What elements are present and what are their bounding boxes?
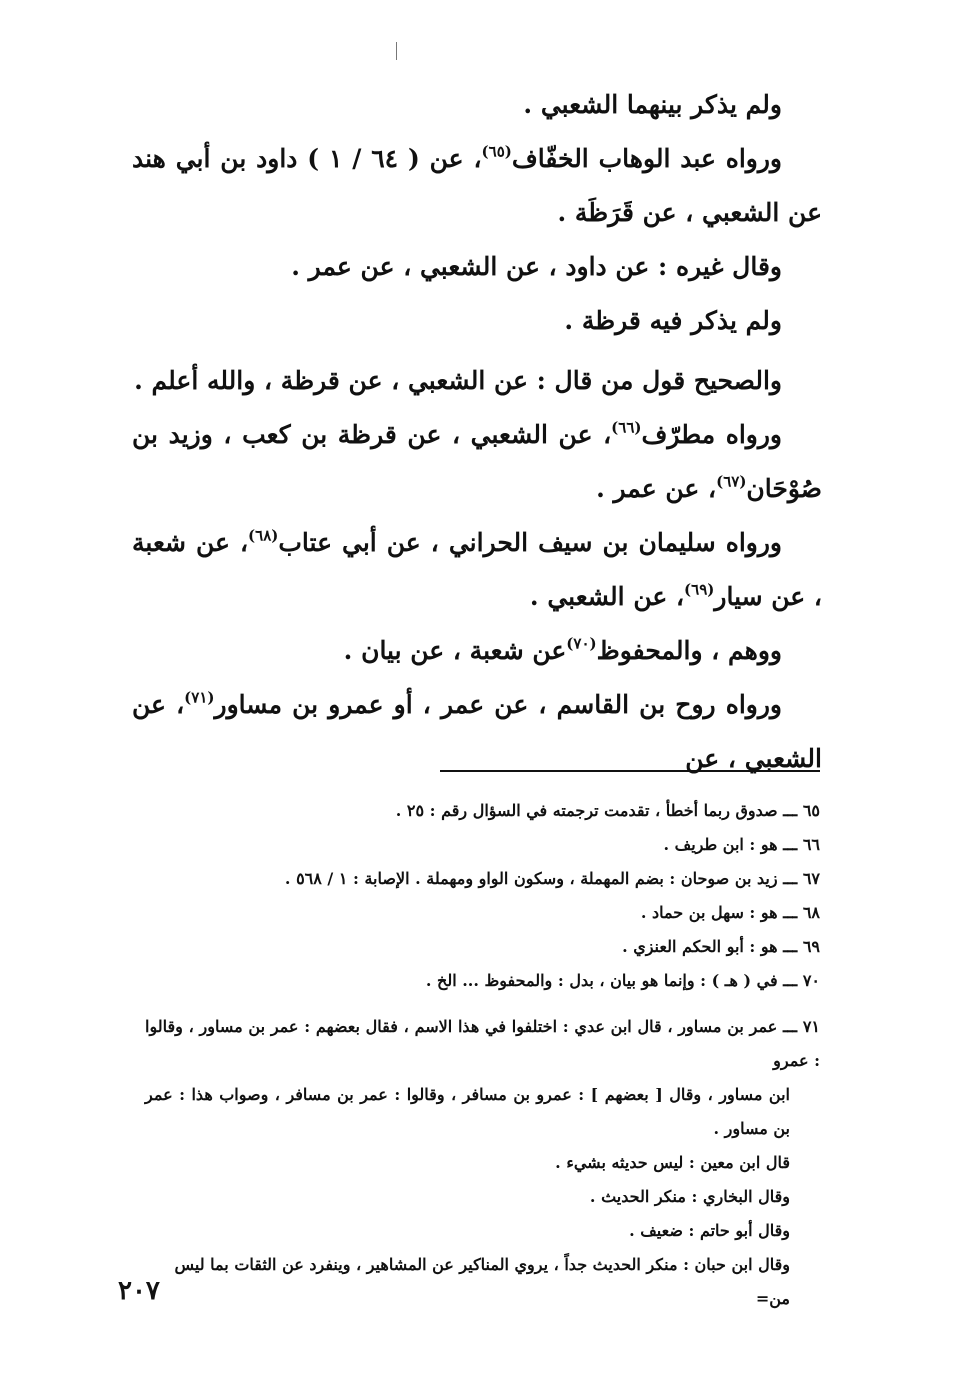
paragraph-6 [132,408,822,516]
scan-speck [396,42,397,60]
main-text [132,78,822,786]
paragraph-1: ولم يذكر بينهما الشعبي . [523,90,782,119]
footnote-71-ibn-hibban: وقال ابن حبان : منكر الحديث جداً ، يروي المناكير عن المشاهير ، وينفرد عن الثقات بما ليس من= [174,1255,790,1308]
footnote-71-abu-hatim: وقال أبو حاتم : ضعيف . [629,1221,790,1240]
paragraph-6-text: ورواه مطرّف [641,420,782,449]
footnote-ref-68[interactable]: (٦٨) [248,526,279,545]
footnote-71 [145,1010,820,1316]
footnote-ref-71[interactable]: (٧١) [184,688,215,707]
footnote-65: ٦٥ ـــ صدوق ربما أخطأ ، تقدمت ترجمته في السؤال رقم : ٢٥ . [395,801,820,820]
footnote-ref-65[interactable]: (٦٥) [481,142,512,161]
paragraph-7-text-mid: ، عن شعبة ، عن سيار [132,528,822,611]
footnote-70: ٧٠ ـــ في ( هـ ) : وإنما هو بيان ، بدل : والمحفوظ ... الخ . [425,971,820,990]
paragraph-6-text-end: ، عن عمر . [596,474,717,503]
footnote-71-bukhari: وقال البخاري : منكر الحديث . [589,1187,790,1206]
paragraph-9-text-end: ، عن الشعبي ، عن [132,690,822,773]
footnote-ref-69[interactable]: (٦٩) [684,580,715,599]
paragraph-8 [132,624,822,678]
page-number: ٢٠٧ [118,1276,160,1306]
paragraph-2 [132,132,822,240]
paragraph-6-text-mid: ، عن الشعبي ، عن قرظة بن كعب ، وزيد بن صُوْحَان [132,420,822,503]
paragraph-2-text: ورواه عبد الوهاب الخفّاف [511,144,782,173]
footnote-ref-70[interactable]: (٧٠) [566,634,597,653]
footnote-ref-67[interactable]: (٦٧) [716,472,747,491]
paragraph-8-text: ووهم ، والمحفوظ [596,636,782,665]
paragraph-4: ولم يذكر فيه قرظة . [564,306,782,335]
paragraph-7 [132,516,822,624]
paragraph-3: وقال غيره : عن داود ، عن الشعبي ، عن عمر . [291,252,782,281]
footnote-68: ٦٨ ـــ هو : سهل بن حماد . [640,903,820,922]
footnote-ref-66[interactable]: (٦٦) [611,418,642,437]
footnote-71-line-1: ٧١ ـــ عمر بن مساور ، قال ابن عدي : اختلفوا في هذا الاسم ، فقال بعضهم : عمر بن مساور ، وقالوا : عمرو [145,1017,820,1070]
paragraph-9-text: ورواه روح بن القاسم ، عن عمر ، أو عمرو بن مساور [214,690,782,719]
footnote-separator [440,770,820,772]
paragraph-7-text-end: ، عن الشعبي . [529,582,685,611]
footnotes [145,794,820,1316]
paragraph-7-text: ورواه سليمان بن سيف الحراني ، عن أبي عتاب [278,528,782,557]
footnote-66: ٦٦ ـــ هو : ابن طريف . [663,835,820,854]
footnote-67: ٦٧ ـــ زيد بن صوحان : بضم المهملة ، وسكون الواو ومهملة . الإصابة : ١ / ٥٦٨ . [284,869,820,888]
paragraph-2-text-cont: ، عن ( ٦٤ / ١ ) داود بن أبي هند عن الشعبي ، عن قَرَظَة . [132,144,822,227]
paragraph-8-text-end: عن شعبة ، عن بيان . [343,636,567,665]
footnote-69: ٦٩ ـــ هو : أبو الحكم العنزي . [622,937,820,956]
footnote-71-ibn-maeen: قال ابن معين : ليس حديثه بشيء . [555,1153,790,1172]
footnote-71-continuation: ابن مساور ، وقال [ بعضهم ] : عمرو بن مسافر ، وقالوا : عمر بن مسافر ، وصواب هذا : عمر بن مساور . [145,1085,791,1138]
paragraph-5: والصحيح قول من قال : عن الشعبي ، عن قرظة ، والله أعلم . [134,366,782,395]
